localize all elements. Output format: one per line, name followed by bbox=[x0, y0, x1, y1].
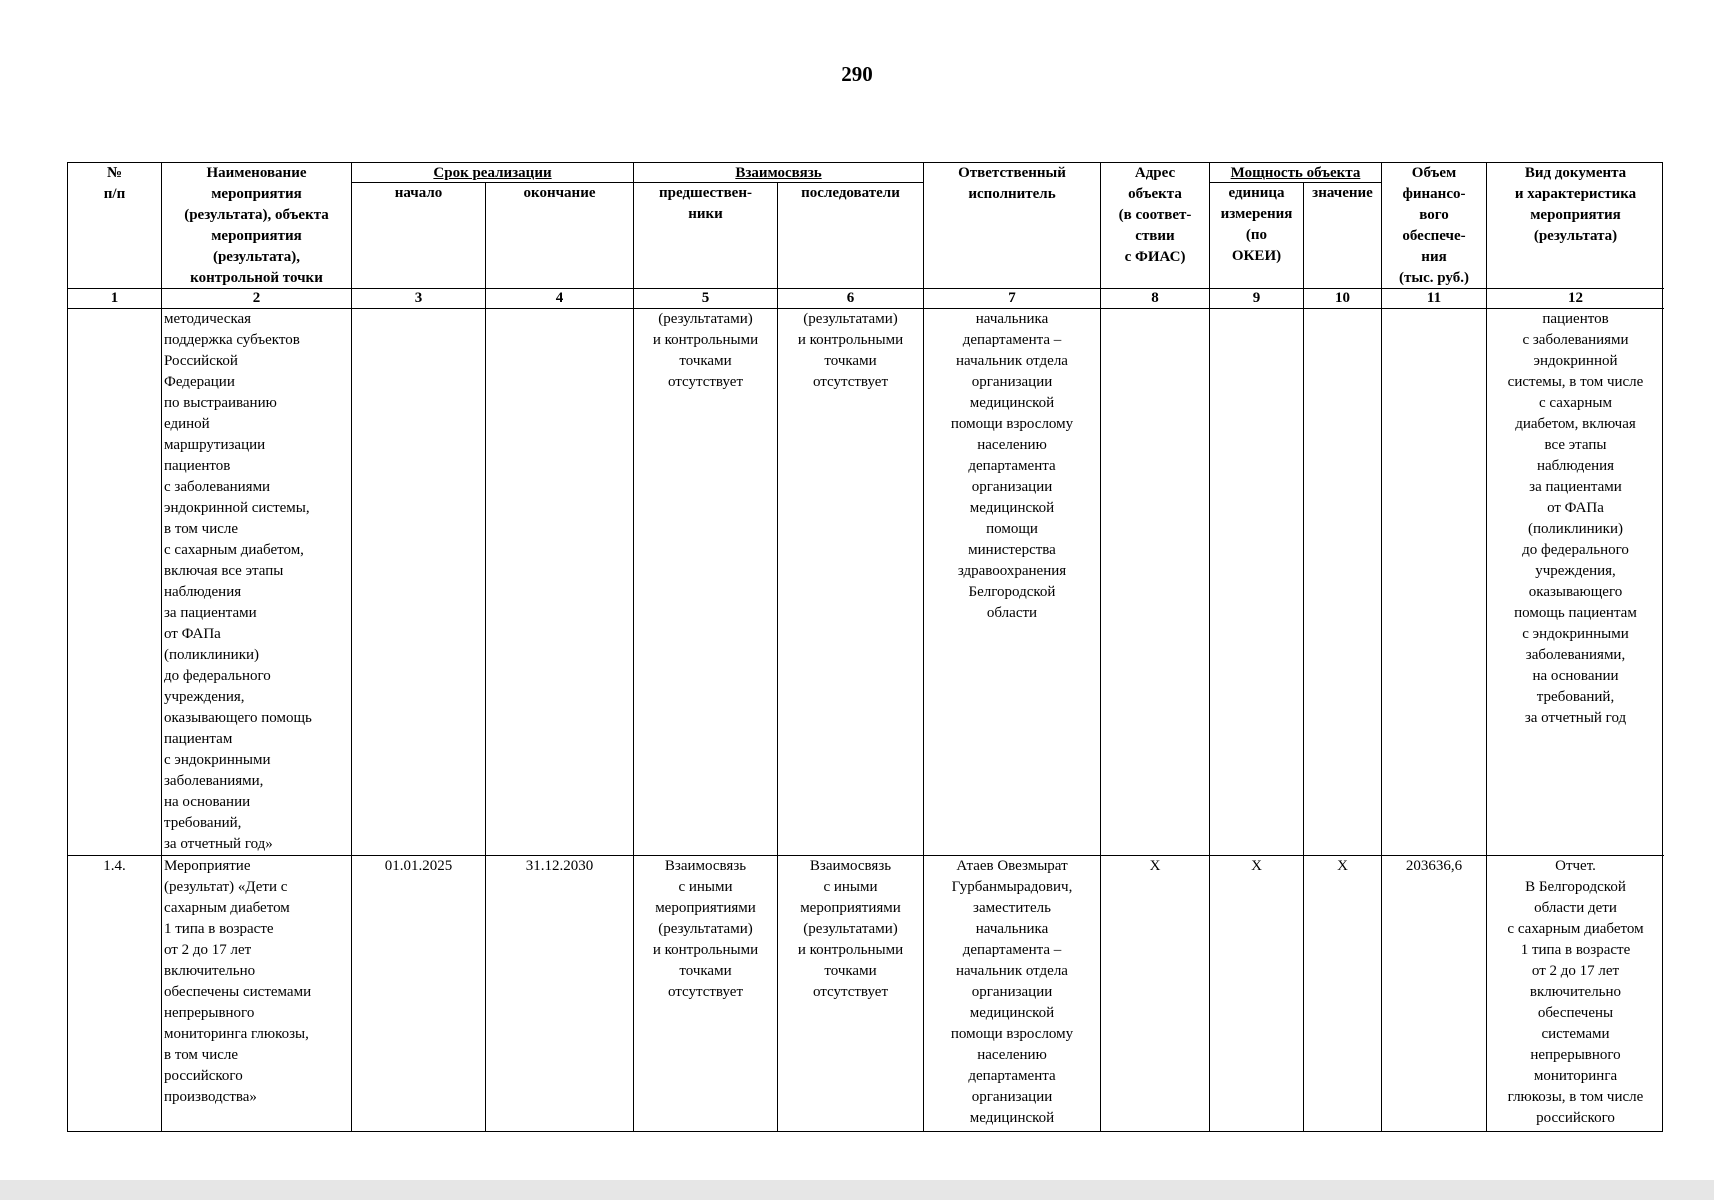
financing: 203636,6 bbox=[1382, 856, 1487, 1132]
end-date bbox=[486, 309, 634, 856]
activity-name: методическая поддержка субъектов Российской Федерации по выстраиванию единой маршрутизации пациентов с заболеваниями эндокринной системы, в том числе с сахарным диабетом, включая все этапы наблюдения за пациентами от ФАПа (поликлиники) до федерального учреждения, оказывающего помощь пациентам с эндокринными заболеваниями, на основании требований, за отчетный год» bbox=[162, 309, 352, 856]
column-number: 12 bbox=[1487, 289, 1664, 309]
header-address: Адрес объекта (в соответ- ствии с ФИАС) bbox=[1101, 163, 1210, 289]
column-number: 3 bbox=[352, 289, 486, 309]
header-successors: последователи bbox=[778, 183, 924, 289]
start-date: 01.01.2025 bbox=[352, 856, 486, 1132]
header-name: Наименование мероприятия (результата), объекта мероприятия (результата), контрольной точки bbox=[162, 163, 352, 289]
financing bbox=[1382, 309, 1487, 856]
start-date bbox=[352, 309, 486, 856]
unit bbox=[1210, 309, 1304, 856]
header-responsible: Ответственный исполнитель bbox=[924, 163, 1101, 289]
end-date: 31.12.2030 bbox=[486, 856, 634, 1132]
column-number: 1 bbox=[68, 289, 162, 309]
scan-bottom-edge bbox=[0, 1180, 1714, 1200]
column-number: 11 bbox=[1382, 289, 1487, 309]
address: Х bbox=[1101, 856, 1210, 1132]
column-number: 10 bbox=[1304, 289, 1382, 309]
header-group-power: Мощность объекта bbox=[1210, 163, 1382, 183]
responsible: начальника департамента – начальник отдела организации медицинской помощи взрослому населению департамента организации медицинской помощи министерства здравоохранения Белгородской области bbox=[924, 309, 1101, 856]
header-document: Вид документа и характеристика мероприятия (результата) bbox=[1487, 163, 1664, 289]
header-end: окончание bbox=[486, 183, 634, 289]
document-description: Отчет. В Белгородской области дети с сахарным диабетом 1 типа в возрасте от 2 до 17 лет включительно обеспечены системами непрерывного мониторинга глюкозы, в том числе российского bbox=[1507, 858, 1644, 1126]
column-number: 4 bbox=[486, 289, 634, 309]
header-financing: Объем финансо- вого обеспече- ния (тыс. руб.) bbox=[1382, 163, 1487, 289]
header-start: начало bbox=[352, 183, 486, 289]
activities-table bbox=[67, 162, 1663, 1132]
column-number: 6 bbox=[778, 289, 924, 309]
column-number: 7 bbox=[924, 289, 1101, 309]
header-group-link: Взаимосвязь bbox=[634, 163, 924, 183]
successors: Взаимосвязь с иными мероприятиями (результатами) и контрольными точками отсутствует bbox=[778, 856, 924, 1132]
header-unit: единица измерения (по ОКЕИ) bbox=[1210, 183, 1304, 289]
predecessors: Взаимосвязь с иными мероприятиями (результатами) и контрольными точками отсутствует bbox=[634, 856, 778, 1132]
document-description: пациентов с заболеваниями эндокринной системы, в том числе с сахарным диабетом, включая все этапы наблюдения за пациентами от ФАПа (поликлиники) до федерального учреждения, оказывающего помощь пациентам с эндокринными заболеваниями, на основании требований, за отчетный год bbox=[1487, 309, 1664, 856]
header-value: значение bbox=[1304, 183, 1382, 289]
column-number: 5 bbox=[634, 289, 778, 309]
header-num: № п/п bbox=[68, 163, 162, 289]
value bbox=[1304, 309, 1382, 856]
column-number: 9 bbox=[1210, 289, 1304, 309]
header-predecessors: предшествен- ники bbox=[634, 183, 778, 289]
value: Х bbox=[1304, 856, 1382, 1132]
column-number: 8 bbox=[1101, 289, 1210, 309]
address bbox=[1101, 309, 1210, 856]
unit: Х bbox=[1210, 856, 1304, 1132]
header-group-term: Срок реализации bbox=[352, 163, 634, 183]
successors: (результатами) и контрольными точками отсутствует bbox=[778, 309, 924, 856]
activity-name: Мероприятие (результат) «Дети с сахарным диабетом 1 типа в возрасте от 2 до 17 лет включительно обеспечены системами непрерывного мониторинга глюкозы, в том числе российского производства» bbox=[162, 856, 352, 1132]
column-number: 2 bbox=[162, 289, 352, 309]
row-number: 1.4. bbox=[68, 856, 162, 1132]
predecessors: (результатами) и контрольными точками отсутствует bbox=[634, 309, 778, 856]
page-number: 290 bbox=[841, 62, 873, 86]
responsible: Атаев Овезмырат Гурбанмырадович, заместитель начальника департамента – начальник отдела организации медицинской помощи взрослому населению департамента организации медицинской bbox=[924, 856, 1101, 1132]
row-number bbox=[68, 309, 162, 856]
